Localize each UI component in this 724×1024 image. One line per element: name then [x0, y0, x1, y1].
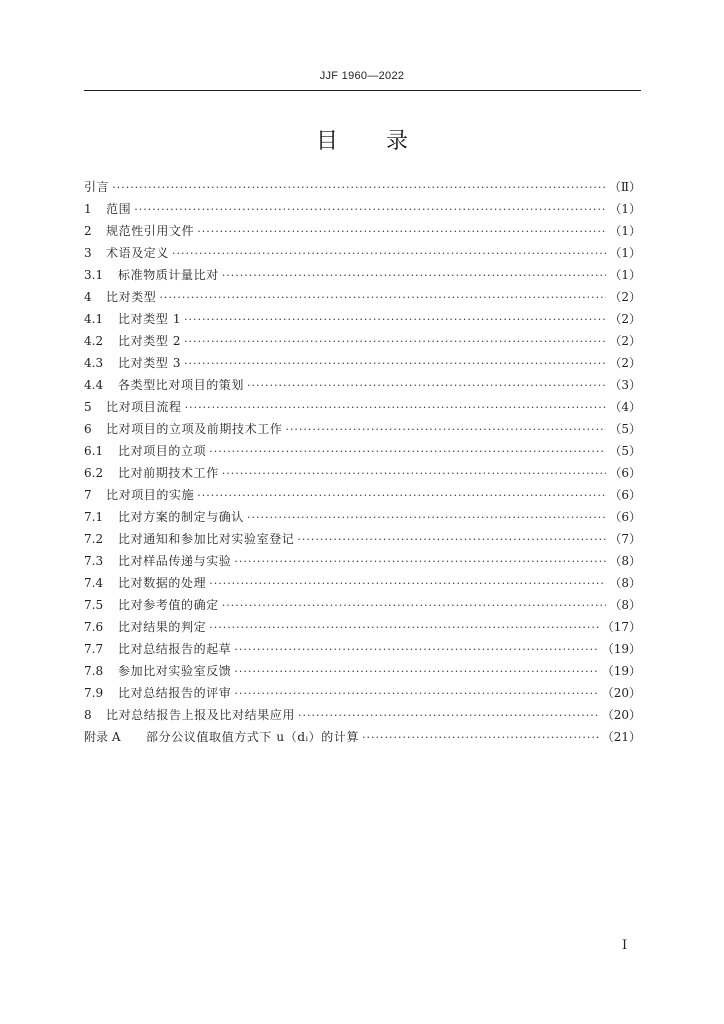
toc-leader-dots	[185, 397, 607, 419]
toc-entry-label: 比对类型 3	[118, 356, 182, 370]
toc-entry-page: （17）	[601, 620, 641, 634]
toc-entry[interactable]	[84, 440, 641, 462]
toc-entry-label: 比对通知和参加比对实验室登记	[118, 532, 295, 546]
toc-entry[interactable]	[84, 616, 641, 638]
toc-entry-number: 7	[84, 488, 92, 502]
toc-entry-page: （4）	[609, 400, 641, 414]
toc-entry-number: 7.6	[84, 620, 104, 634]
toc-entry-label: 比对类型 2	[118, 334, 182, 348]
toc-entry-page: （5）	[609, 444, 641, 458]
toc-title-char-1: 目	[315, 129, 338, 154]
toc-entry[interactable]	[84, 264, 641, 286]
toc-entry-label: 引言	[84, 180, 110, 194]
toc-leader-dots	[298, 705, 599, 727]
toc-title	[0, 124, 724, 155]
toc-entry-label: 范围	[106, 202, 132, 216]
toc-entry-label: 比对方案的制定与确认	[118, 510, 245, 524]
toc-entry-page: （1）	[609, 246, 641, 260]
toc-entry-page: （1）	[609, 224, 641, 238]
toc-entry[interactable]	[84, 550, 641, 572]
toc-leader-dots	[234, 551, 606, 573]
toc-leader-dots	[247, 507, 606, 529]
toc-entry-page: （1）	[609, 202, 641, 216]
toc-leader-dots	[222, 265, 607, 287]
toc-entry[interactable]	[84, 308, 641, 330]
toc-entry-page: （6）	[609, 466, 641, 480]
toc-entry-page: （21）	[601, 730, 641, 744]
toc-leader-dots	[197, 221, 606, 243]
toc-entry-page: （6）	[609, 488, 641, 502]
toc-leader-dots	[134, 199, 606, 221]
toc-entry-page: （2）	[609, 290, 641, 304]
toc-entry[interactable]	[84, 198, 641, 220]
toc-entry-page: （2）	[609, 334, 641, 348]
toc-entry-number: 7.4	[84, 576, 104, 590]
header-divider	[84, 90, 641, 91]
toc-entry-number: 3.1	[84, 268, 104, 282]
toc-entry-label: 规范性引用文件	[106, 224, 195, 238]
toc-entry[interactable]	[84, 594, 641, 616]
page-number: I	[622, 938, 628, 953]
toc-entry-label: 比对类型 1	[118, 312, 182, 326]
toc-entry-label: 参加比对实验室反馈	[118, 664, 232, 678]
toc-entry-label: 比对类型	[106, 290, 157, 304]
toc-leader-dots	[197, 485, 606, 507]
toc-entry-label: 部分公议值取值方式下 u（dᵢ）的计算	[146, 730, 360, 744]
toc-entry[interactable]	[84, 704, 641, 726]
toc-entry-number: 4.4	[84, 378, 104, 392]
toc-entry[interactable]	[84, 286, 641, 308]
toc-entry-label: 比对项目的立项	[118, 444, 207, 458]
toc-entry-label: 比对项目的立项及前期技术工作	[106, 422, 283, 436]
toc-leader-dots	[222, 463, 607, 485]
toc-entry-label: 比对总结报告的评审	[118, 686, 232, 700]
toc-leader-dots	[159, 287, 606, 309]
toc-entry-label: 术语及定义	[106, 246, 170, 260]
toc-entry-number: 4.3	[84, 356, 104, 370]
toc-entry-number: 附录 A	[84, 730, 121, 744]
toc-leader-dots	[297, 529, 606, 551]
standard-code-header: JJF 1960—2022	[319, 70, 405, 82]
toc-entry[interactable]	[84, 418, 641, 440]
toc-entry-page: （8）	[609, 576, 641, 590]
toc-entry-page: （5）	[609, 422, 641, 436]
toc-entry[interactable]	[84, 660, 641, 682]
toc-entry-label: 比对项目流程	[106, 400, 182, 414]
toc-leader-dots	[172, 243, 606, 265]
toc-entry-label: 比对总结报告上报及比对结果应用	[106, 708, 296, 722]
toc-entry[interactable]	[84, 726, 641, 748]
toc-entry-page: （7）	[609, 532, 641, 546]
toc-leader-dots	[209, 441, 606, 463]
toc-entry-page: （2）	[609, 356, 641, 370]
toc-entry[interactable]	[84, 352, 641, 374]
toc-leader-dots	[184, 331, 606, 353]
toc-entry-page: （20）	[601, 708, 641, 722]
toc-entry-number: 4.2	[84, 334, 104, 348]
toc-entry-number: 6.1	[84, 444, 104, 458]
toc-entry-number: 7.5	[84, 598, 104, 612]
toc-entry-page: （8）	[609, 598, 641, 612]
toc-entry-number: 3	[84, 246, 92, 260]
toc-entry[interactable]	[84, 462, 641, 484]
toc-leader-dots	[234, 661, 598, 683]
toc-entry[interactable]	[84, 374, 641, 396]
toc-entry-page: （19）	[601, 664, 641, 678]
toc-entry[interactable]	[84, 572, 641, 594]
toc-entry[interactable]	[84, 396, 641, 418]
toc-leader-dots	[234, 683, 598, 705]
toc-entry-number: 1	[84, 202, 92, 216]
toc-entry-label: 比对总结报告的起草	[118, 642, 232, 656]
toc-entry[interactable]	[84, 682, 641, 704]
toc-entry-number: 7.1	[84, 510, 104, 524]
toc-entry[interactable]	[84, 330, 641, 352]
toc-leader-dots	[362, 727, 599, 749]
toc-entry-number: 7.9	[84, 686, 104, 700]
toc-leader-dots	[209, 617, 599, 639]
toc-entry[interactable]	[84, 528, 641, 550]
toc-entry-number: 7.2	[84, 532, 104, 546]
toc-entry-page: （Ⅱ）	[608, 180, 641, 194]
toc-entry-label: 比对项目的实施	[106, 488, 195, 502]
toc-entry-page: （20）	[601, 686, 641, 700]
toc-entry-label: 各类型比对项目的策划	[118, 378, 245, 392]
toc-leader-dots	[222, 595, 607, 617]
toc-entry-page: （8）	[609, 554, 641, 568]
toc-leader-dots	[234, 639, 598, 661]
toc-entry[interactable]	[84, 484, 641, 506]
toc-entry-number: 6	[84, 422, 92, 436]
toc-leader-dots	[184, 309, 606, 331]
toc-entry[interactable]	[84, 506, 641, 528]
toc-entry-number: 7.7	[84, 642, 104, 656]
toc-entry-page: （6）	[609, 510, 641, 524]
toc-entry-label: 标准物质计量比对	[118, 268, 219, 282]
toc-entry-page: （3）	[609, 378, 641, 392]
toc-entry-page: （2）	[609, 312, 641, 326]
toc-entry-number: 7.3	[84, 554, 104, 568]
toc-entry-number: 4.1	[84, 312, 104, 326]
toc-entry[interactable]	[84, 176, 641, 198]
toc-entry-page: （19）	[601, 642, 641, 656]
toc-entry-label: 比对数据的处理	[118, 576, 207, 590]
toc-leader-dots	[247, 375, 606, 397]
toc-entry-number: 4	[84, 290, 92, 304]
toc-entry-number: 6.2	[84, 466, 104, 480]
toc-leader-dots	[285, 419, 606, 441]
toc-title-char-2: 录	[386, 129, 409, 154]
toc-leader-dots	[184, 353, 606, 375]
toc-entry-label: 比对样品传递与实验	[118, 554, 232, 568]
table-of-contents	[84, 176, 641, 748]
toc-leader-dots	[209, 573, 606, 595]
toc-entry-page: （1）	[609, 268, 641, 282]
toc-entry-number: 7.8	[84, 664, 104, 678]
toc-entry[interactable]	[84, 638, 641, 660]
toc-entry-label: 比对参考值的确定	[118, 598, 219, 612]
toc-entry[interactable]	[84, 220, 641, 242]
toc-entry-number: 2	[84, 224, 92, 238]
toc-entry[interactable]	[84, 242, 641, 264]
toc-entry-number: 5	[84, 400, 92, 414]
toc-entry-number: 8	[84, 708, 92, 722]
toc-entry-label: 比对前期技术工作	[118, 466, 219, 480]
toc-leader-dots	[112, 177, 606, 199]
toc-entry-label: 比对结果的判定	[118, 620, 207, 634]
